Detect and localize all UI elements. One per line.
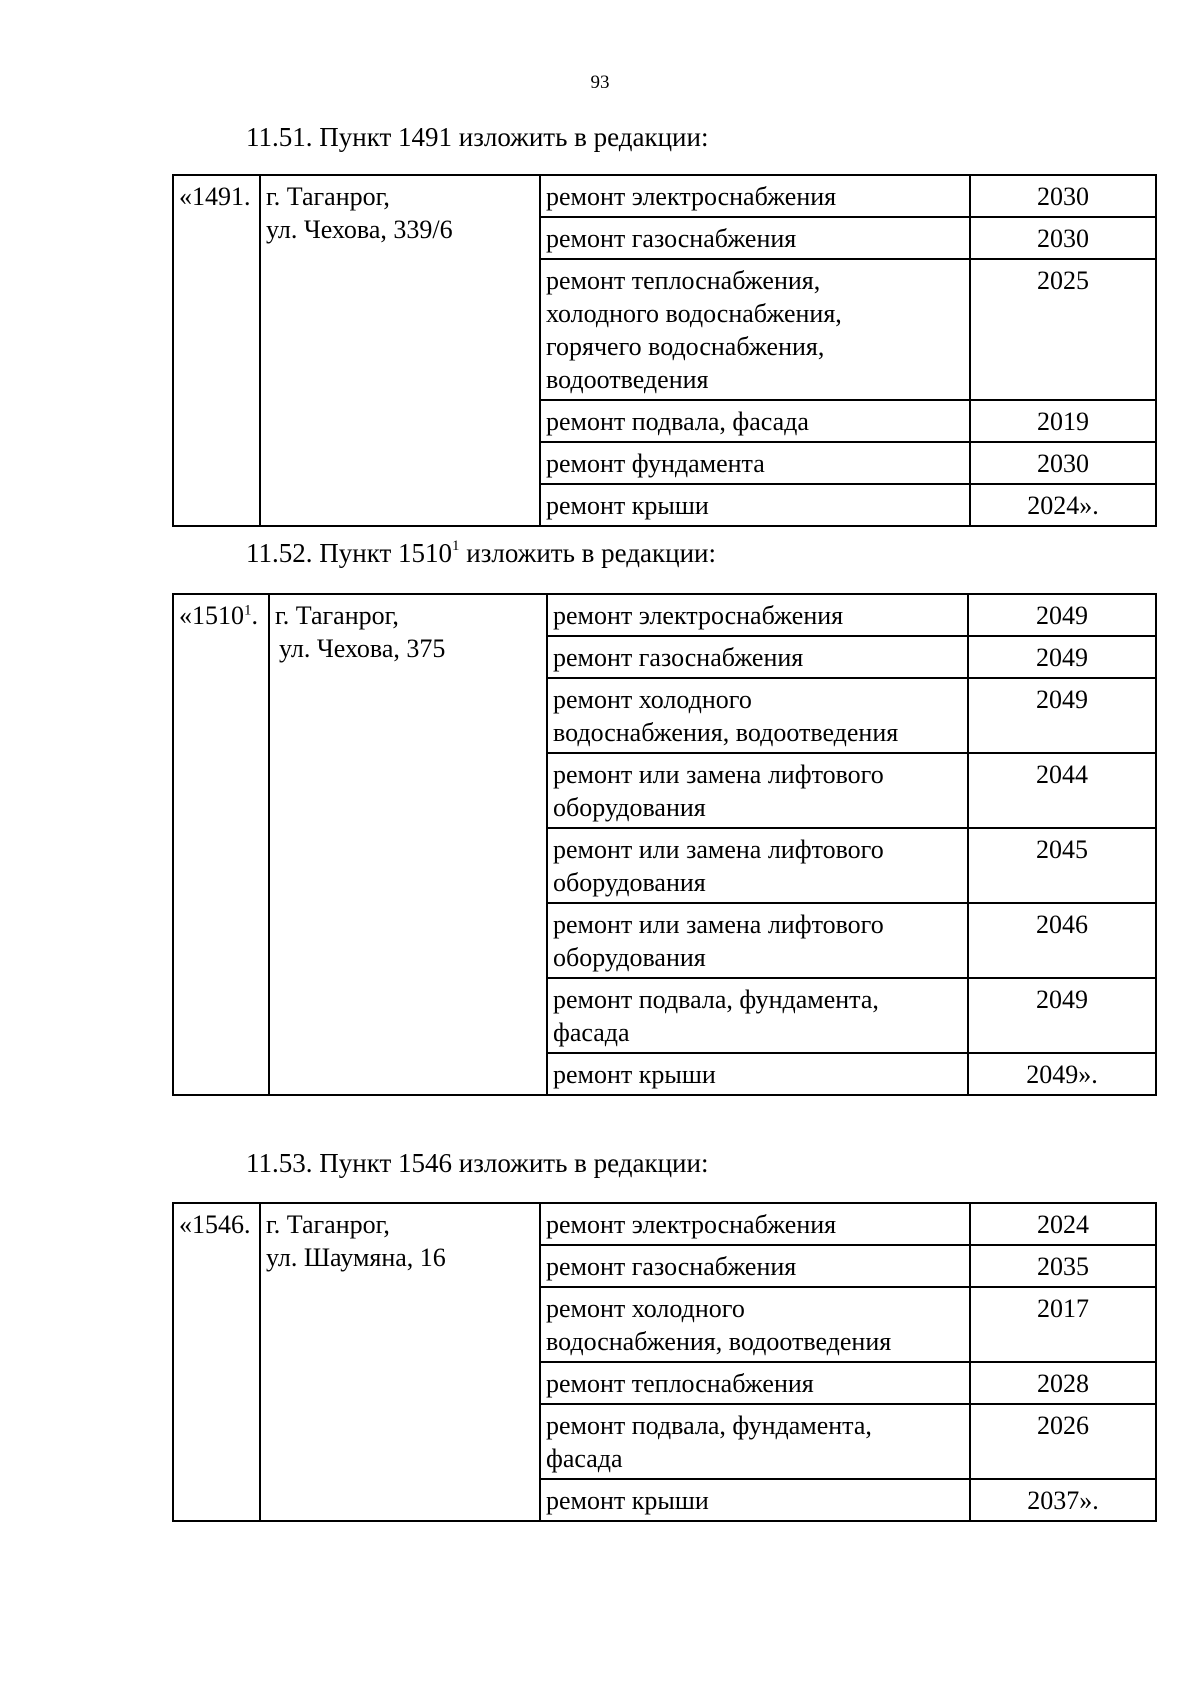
- repair-table-1546: [172, 1202, 1157, 1522]
- work-year: 2024».: [970, 484, 1156, 526]
- address-line: ул. Чехова, 339/6: [266, 215, 453, 244]
- work-description: ремонт подвала, фасада: [540, 400, 970, 442]
- work-year: 2037».: [970, 1479, 1156, 1521]
- work-year: 2049: [968, 978, 1156, 1053]
- work-year: 2030: [970, 217, 1156, 259]
- work-description: ремонт газоснабжения: [540, 1245, 970, 1287]
- work-year: 2049».: [968, 1053, 1156, 1095]
- work-year: 2035: [970, 1245, 1156, 1287]
- work-year: 2026: [970, 1404, 1156, 1479]
- work-year: 2024: [970, 1203, 1156, 1245]
- work-year: 2045: [968, 828, 1156, 903]
- item-number-text: «1546.: [179, 1210, 251, 1239]
- item-number: [173, 1203, 260, 1521]
- section-heading-11-51: 11.51. Пункт 1491 изложить в редакции:: [246, 122, 709, 152]
- work-year: 2044: [968, 753, 1156, 828]
- address-line: г. Таганрог,: [266, 182, 390, 211]
- item-number-superscript: 1: [244, 602, 252, 619]
- table-row: [173, 175, 1156, 217]
- work-year: 2025: [970, 259, 1156, 400]
- item-number-end: .: [251, 601, 258, 630]
- heading-main: 11.52. Пункт 1510: [246, 538, 453, 568]
- work-description: ремонт подвала, фундамента, фасада: [540, 1404, 970, 1479]
- work-description: ремонт газоснабжения: [547, 636, 968, 678]
- repair-table-1491: [172, 174, 1157, 527]
- work-description: ремонт холодного водоснабжения, водоотведения: [540, 1287, 970, 1362]
- work-description: ремонт электроснабжения: [540, 175, 970, 217]
- work-year: 2049: [968, 594, 1156, 636]
- work-description: ремонт теплоснабжения: [540, 1362, 970, 1404]
- heading-superscript: 1: [452, 538, 460, 554]
- item-number: [173, 175, 260, 526]
- work-description: ремонт электроснабжения: [547, 594, 968, 636]
- work-year: 2049: [968, 636, 1156, 678]
- work-year: 2049: [968, 678, 1156, 753]
- work-year: 2046: [968, 903, 1156, 978]
- item-address: [260, 1203, 540, 1521]
- address-line: ул. Чехова, 375: [279, 634, 446, 663]
- page-number: 93: [590, 72, 610, 93]
- address-line: ул. Шаумяна, 16: [266, 1243, 446, 1272]
- address-line: г. Таганрог,: [266, 1210, 390, 1239]
- address-line: г. Таганрог,: [275, 601, 399, 630]
- table-row: [173, 1203, 1156, 1245]
- section-heading-11-52: [246, 538, 716, 569]
- work-description: ремонт холодного водоснабжения, водоотведения: [547, 678, 968, 753]
- item-number: [173, 594, 269, 1095]
- item-number-text: «1491.: [179, 182, 251, 211]
- work-description: ремонт или замена лифтового оборудования: [547, 903, 968, 978]
- item-address: [269, 594, 547, 1095]
- work-description: ремонт или замена лифтового оборудования: [547, 753, 968, 828]
- heading-rest: изложить в редакции:: [459, 538, 716, 568]
- work-description: ремонт крыши: [547, 1053, 968, 1095]
- work-year: 2019: [970, 400, 1156, 442]
- table-row: [173, 594, 1156, 636]
- work-year: 2017: [970, 1287, 1156, 1362]
- item-number-text: «1510: [179, 601, 244, 630]
- work-description: ремонт крыши: [540, 1479, 970, 1521]
- section-heading-11-53: 11.53. Пункт 1546 изложить в редакции:: [246, 1148, 709, 1178]
- work-year: 2030: [970, 175, 1156, 217]
- work-description: ремонт подвала, фундамента, фасада: [547, 978, 968, 1053]
- work-description: ремонт фундамента: [540, 442, 970, 484]
- item-address: [260, 175, 540, 526]
- work-description: ремонт крыши: [540, 484, 970, 526]
- work-description: ремонт теплоснабжения, холодного водоснабжения, горячего водоснабжения, водоотведения: [540, 259, 970, 400]
- repair-table-1510-1: [172, 593, 1157, 1096]
- work-year: 2030: [970, 442, 1156, 484]
- work-description: ремонт электроснабжения: [540, 1203, 970, 1245]
- work-year: 2028: [970, 1362, 1156, 1404]
- work-description: ремонт газоснабжения: [540, 217, 970, 259]
- work-description: ремонт или замена лифтового оборудования: [547, 828, 968, 903]
